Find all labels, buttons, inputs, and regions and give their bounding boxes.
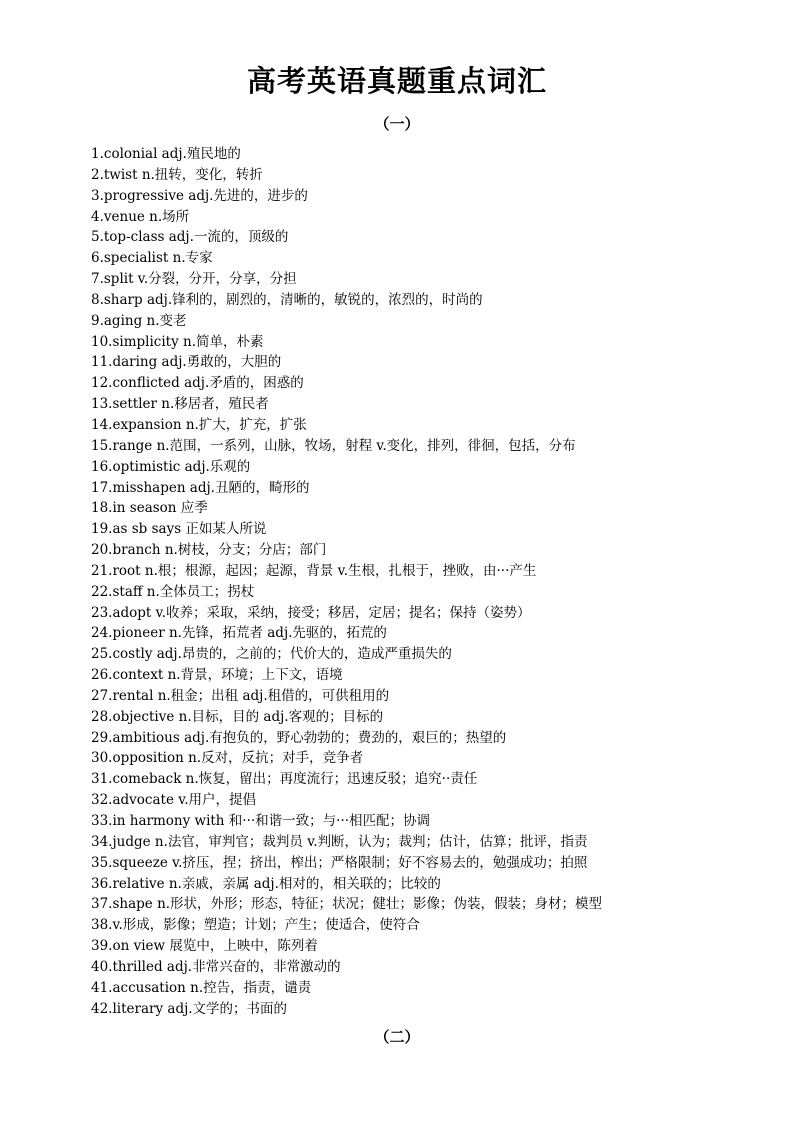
vocab-item: 39.on view 展览中，上映中，陈列着	[91, 938, 318, 955]
vocab-item: 23.adopt v.收养；采取，采纳，接受；移居，定居；提名；保持（姿势）	[91, 604, 531, 621]
vocab-item: 33.in harmony with 和···和谐一致；与···相匹配；协调	[91, 813, 431, 829]
vocab-item: 28.objective n.目标，目的 adj.客观的；目标的	[91, 708, 384, 725]
vocab-item: 27.rental n.租金；出租 adj.租借的，可供租用的	[91, 687, 390, 704]
vocab-item: 12.conflicted adj.矛盾的，困惑的	[91, 375, 304, 392]
vocab-item: 4.venue n.场所	[91, 208, 190, 225]
vocab-item: 17.misshapen adj.丑陋的，畸形的	[91, 479, 310, 496]
vocab-item: 15.range n.范围，一系列，山脉，牧场，射程 v.变化，排列，徘徊，包括，分布	[91, 437, 576, 454]
vocab-item: 30.opposition n.反对，反抗；对手，竞争者	[91, 750, 364, 767]
vocab-item: 13.settler n.移居者，殖民者	[91, 396, 269, 413]
vocab-item: 38.v.形成，影像；塑造；计划；产生；使适合，使符合	[91, 917, 420, 934]
vocab-item: 19.as sb says 正如某人所说	[91, 521, 267, 538]
section-heading-2: （二）	[374, 1028, 420, 1046]
vocab-item: 1.colonial adj.殖民地的	[91, 146, 241, 162]
page-title: 高考英语真题重点词汇	[246, 64, 547, 98]
vocab-item: 7.split v.分裂，分开，分享，分担	[91, 271, 297, 288]
vocab-item: 41.accusation n.控告，指责，谴责	[91, 979, 312, 996]
vocab-item: 32.advocate v.用户，提倡	[91, 792, 257, 809]
vocab-item: 22.staff n.全体员工；拐杖	[91, 583, 255, 600]
vocab-item: 34.judge n.法官，审判官；裁判员 v.判断，认为；裁判；估计，估算；批评，指责	[91, 833, 588, 850]
vocab-item: 16.optimistic adj.乐观的	[91, 458, 251, 475]
vocab-item: 3.progressive adj.先进的，进步的	[91, 187, 308, 204]
vocab-item: 25.costly adj.昂贵的，之前的；代价大的，造成严重损失的	[91, 646, 452, 663]
vocab-item: 5.top-class adj.一流的，顶级的	[91, 229, 289, 246]
vocab-item: 26.context n.背景，环境；上下文，语境	[91, 667, 343, 684]
vocab-item: 2.twist n.扭转，变化，转折	[91, 166, 263, 183]
vocab-item: 11.daring adj.勇敢的，大胆的	[91, 354, 282, 371]
vocab-item: 24.pioneer n.先锋，拓荒者 adj.先驱的，拓荒的	[91, 625, 387, 642]
vocab-item: 21.root n.根；根源，起因；起源，背景 v.生根，扎根于，挫败，由···产生	[91, 562, 537, 579]
vocab-list	[91, 144, 771, 1019]
vocab-item: 42.literary adj.文学的；书面的	[91, 1000, 288, 1017]
vocab-item: 37.shape n.形状，外形；形态，特征；状况；健壮；影像；伪装，假装；身材；模型	[91, 896, 603, 913]
vocab-item: 6.specialist n.专家	[91, 250, 213, 267]
section-heading-1: （一）	[374, 115, 420, 133]
vocab-item: 8.sharp adj.锋利的，剧烈的，清晰的，敏锐的，浓烈的，时尚的	[91, 291, 483, 308]
vocab-item: 36.relative n.亲戚，亲属 adj.相对的，相关联的；比较的	[91, 875, 441, 892]
vocab-item: 31.comeback n.恢复，留出；再度流行；迅速反驳；追究··责任	[91, 771, 478, 788]
vocab-item: 29.ambitious adj.有抱负的，野心勃勃的；费劲的，艰巨的；热望的	[91, 729, 507, 746]
vocab-item: 20.branch n.树枝，分支；分店；部门	[91, 542, 327, 559]
vocab-item: 9.aging n.变老	[91, 312, 187, 329]
vocab-item: 40.thrilled adj.非常兴奋的，非常激动的	[91, 958, 341, 975]
vocab-item: 35.squeeze v.挤压，捏；挤出，榨出；严格限制；好不容易去的，勉强成功；拍照	[91, 854, 588, 871]
vocab-item: 14.expansion n.扩大，扩充，扩张	[91, 416, 307, 433]
vocab-item: 18.in season 应季	[91, 500, 208, 517]
vocab-item: 10.simplicity n.简单，朴素	[91, 333, 264, 350]
